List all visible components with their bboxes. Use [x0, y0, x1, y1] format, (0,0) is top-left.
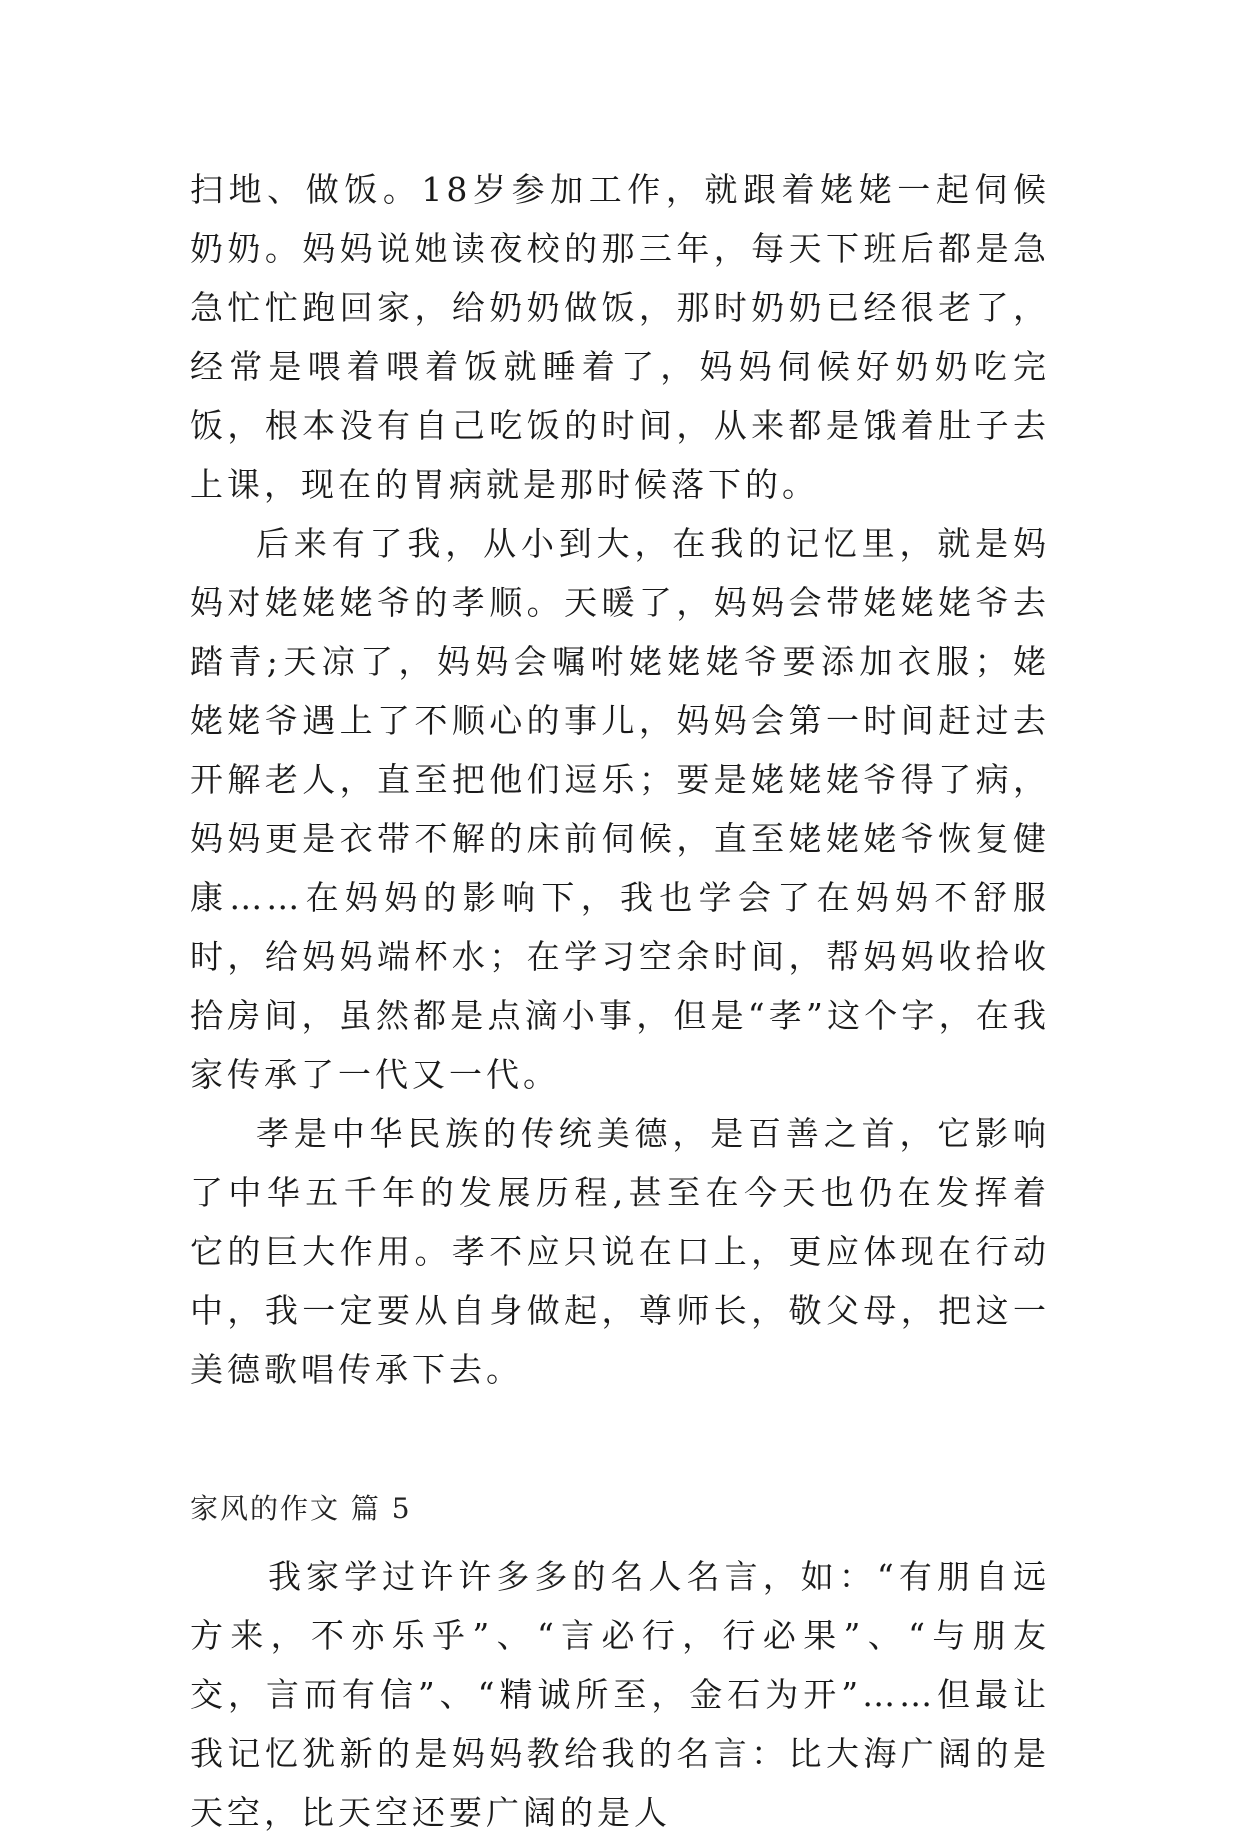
section-heading: 家风的作文 篇 5: [190, 1492, 412, 1525]
paragraph-filial-piety-example: 后来有了我，从小到大，在我的记忆里，就是妈妈对姥姥姥爷的孝顺。天暖了，妈妈会带姥姥姥爷去踏青;天凉了，妈妈会嘱咐姥姥姥爷要添加衣服；姥姥姥爷遇上了不顺心的事儿，妈妈会第一时间赶过去开解老人，直至把他们逗乐；要是姥姥姥爷得了病，妈妈更是衣带不解的床前伺候，直至姥姥姥爷恢复健康……在妈妈的影响下，我也学会了在妈妈不舒服时，给妈妈端杯水；在学习空余时间，帮妈妈收拾收拾房间，虽然都是点滴小事，但是“孝”这个字，在我家传承了一代又一代。: [190, 524, 1050, 1094]
paragraph-famous-quotes: 我家学过许许多多的名人名言，如：“有朋自远方来，不亦乐乎”、“言必行，行必果”、“与朋友交，言而有信”、“精诚所至，金石为开”……但最让我记忆犹新的是妈妈教给我的名言：比大海广阔的是天空，比天空还要广阔的是人: [190, 1557, 1050, 1832]
document-body: [190, 160, 1050, 1842]
paragraph-conclusion: 孝是中华民族的传统美德，是百善之首，它影响了中华五千年的发展历程,甚至在今天也仍在发挥着它的巨大作用。孝不应只说在口上，更应体现在行动中，我一定要从自身做起，尊师长，敬父母，把这一美德歌唱传承下去。: [190, 1114, 1050, 1389]
paragraph-continued: 扫地、做饭。18岁参加工作，就跟着姥姥一起伺候奶奶。妈妈说她读夜校的那三年，每天下班后都是急急忙忙跑回家，给奶奶做饭，那时奶奶已经很老了，经常是喂着喂着饭就睡着了，妈妈伺候好奶奶吃完饭，根本没有自己吃饭的时间，从来都是饿着肚子去上课，现在的胃病就是那时候落下的。: [190, 170, 1050, 504]
